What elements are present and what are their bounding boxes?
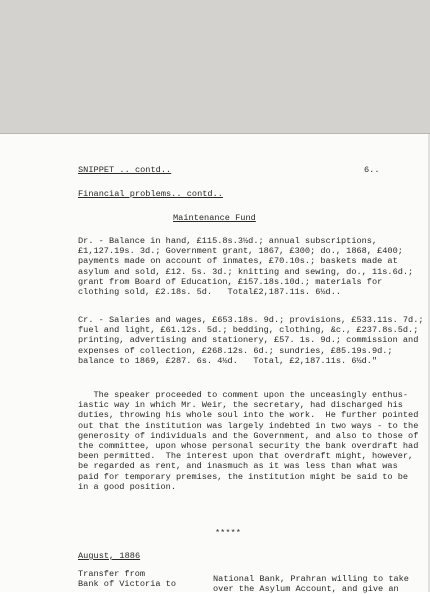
narrative-line: duties, throwing his whole soul into the work. He further pointed bbox=[78, 410, 419, 421]
credit-paragraph bbox=[78, 315, 424, 366]
narrative-paragraph bbox=[78, 390, 418, 492]
debit-line: £1,127.19s. 3d.; Government grant, 1867, £300; do., 1868, £400; bbox=[78, 246, 403, 257]
narrative-line: generosity of individuals and the Government, and also to those of bbox=[78, 430, 419, 441]
section-separator: ***** bbox=[215, 528, 241, 538]
body-tail-line: National Bank, Prahran willing to take bbox=[213, 574, 409, 584]
scan-background bbox=[0, 0, 430, 134]
debit-line: Dr. - Balance in hand, £115.8s.3½d.; annual subscriptions, bbox=[78, 236, 378, 246]
credit-line: expenses of collection, £268.12s. 6d.; sundries, £85.19s.9d.; bbox=[78, 345, 393, 356]
debit-paragraph bbox=[78, 236, 413, 297]
narrative-line: be regarded as rent, and inasmuch as it was less than what was bbox=[78, 461, 398, 472]
debit-line: clothing sold, £2.18s. 5d. Total£2,187.11s. 6½d.. bbox=[78, 287, 342, 298]
credit-line: printing, advertising and stationery, £57. 1s. 9d.; commission and bbox=[78, 335, 419, 346]
side-note bbox=[78, 569, 176, 589]
narrative-line: the committee, upon whose personal security the bank overdraft had bbox=[78, 441, 419, 452]
body-tail-line: over the Asylum Account, and give an bbox=[213, 584, 399, 594]
narrative-line: out that the institution was largely indebted in two ways - to the bbox=[78, 420, 419, 431]
running-title: SNIPPET .. contd.. bbox=[78, 165, 172, 175]
credit-line: fuel and light, £61.12s. 5d.; bedding, clothing, &c., £237.8s.5d.; bbox=[78, 325, 419, 336]
page-number: 6.. bbox=[364, 165, 380, 175]
narrative-line: paid for temporary premises, the institution might be said to be bbox=[78, 471, 409, 482]
narrative-line: in a good position. bbox=[78, 481, 176, 492]
debit-line: payments made on account of inmates, £70.10s.; baskets made at bbox=[78, 256, 398, 267]
credit-line: Cr. - Salaries and wages, £653.18s. 9d.; provisions, £533.11s. 7d.; bbox=[78, 315, 424, 325]
debit-line: grant from Board of Education, £157.18s.10d.; materials for bbox=[78, 276, 383, 287]
section-title: Financial problems.. contd.. bbox=[78, 189, 223, 199]
debit-line: asylum and sold, £12. 5s. 3d.; knitting and sewing, do., 11s.6d.; bbox=[78, 266, 414, 277]
body-tail bbox=[213, 574, 409, 594]
narrative-line: been permitted. The interest upon that overdraft might, however, bbox=[78, 451, 414, 462]
side-note-line: Bank of Victoria to bbox=[78, 579, 176, 590]
credit-line: balance to 1869, £287. 6s. 4½d. Total, £2,187.11s. 6½d." bbox=[78, 355, 378, 366]
narrative-line: iastic way in which Mr. Weir, the secretary, had discharged his bbox=[78, 400, 403, 411]
date-heading: August, 1886 bbox=[78, 551, 141, 561]
side-note-line: Transfer from bbox=[78, 569, 146, 579]
narrative-line: The speaker proceeded to comment upon the unceasingly enthus- bbox=[78, 390, 409, 400]
fund-title: Maintenance Fund bbox=[173, 213, 256, 223]
